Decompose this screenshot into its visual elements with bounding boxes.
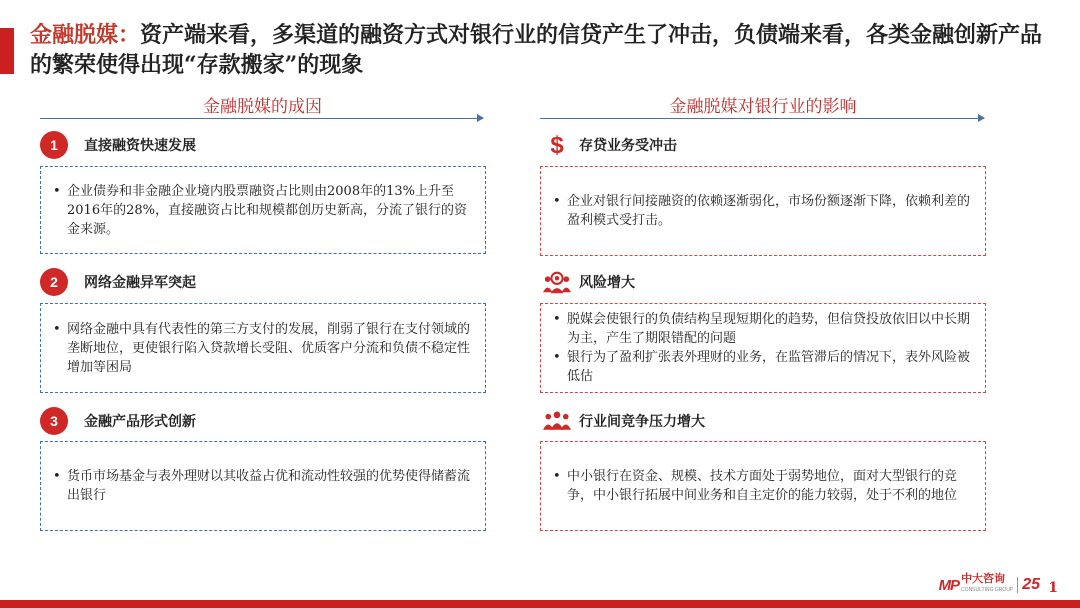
number-badge-1: 1 bbox=[40, 131, 68, 159]
left-arrow bbox=[40, 118, 483, 119]
right-item-3-title: 行业间竞争压力增大 bbox=[579, 414, 705, 430]
left-item-2-box bbox=[40, 303, 486, 393]
right-item-2-bullet-1: • 脱媒会使银行的负债结构呈现短期化的趋势，但信贷投放依旧以中长期为主，产生了期限错配的问题 bbox=[567, 310, 973, 348]
title-accent-bar bbox=[0, 28, 14, 74]
svg-text:$: $ bbox=[550, 132, 564, 158]
right-item-3-bullet-1: • 中小银行在资金、规模、技术方面处于弱势地位，面对大型银行的竞争，中小银行拓展中间业务和自主定价的能力较弱，处于不利的地位 bbox=[567, 467, 973, 505]
logo-name-text: 中大咨询 bbox=[961, 573, 1006, 585]
bottom-accent-bar bbox=[0, 600, 1080, 608]
logo-sub: CONSULTING GROUP bbox=[961, 587, 1014, 593]
logo-name bbox=[961, 574, 1013, 596]
right-item-2-box bbox=[540, 303, 986, 393]
left-item-3-bullet-1: • 货币市场基金与表外理财以其收益占优和流动性较强的优势使得储蓄流出银行 bbox=[67, 467, 473, 505]
left-item-2-title: 网络金融异军突起 bbox=[84, 275, 196, 291]
left-heading: 金融脱媒的成因 bbox=[203, 97, 322, 117]
right-item-2-title: 风险增大 bbox=[579, 275, 635, 291]
dollar-icon bbox=[543, 131, 571, 159]
number-badge-3: 3 bbox=[40, 407, 68, 435]
right-item-1-box bbox=[540, 166, 986, 256]
page-title bbox=[30, 20, 1060, 80]
title-highlight: 金融脱媒： bbox=[30, 22, 141, 48]
right-arrow bbox=[540, 118, 984, 119]
left-item-3-head bbox=[40, 407, 196, 435]
left-item-3-title: 金融产品形式创新 bbox=[84, 414, 196, 430]
left-item-3-box bbox=[40, 441, 486, 531]
logo-separator bbox=[1017, 577, 1018, 593]
number-badge-2: 2 bbox=[40, 268, 68, 296]
left-item-2-head bbox=[40, 268, 196, 296]
right-item-1-title: 存贷业务受冲击 bbox=[579, 138, 677, 154]
left-item-1-head bbox=[40, 131, 196, 159]
anniversary-badge: 25 bbox=[1022, 576, 1040, 593]
right-item-3-box bbox=[540, 441, 986, 531]
group-icon bbox=[543, 407, 571, 435]
page-number: 1 bbox=[1048, 580, 1058, 596]
right-item-1-bullet-1: • 企业对银行间接融资的依赖逐渐弱化，市场份额逐渐下降，依赖利差的盈利模式受打击。 bbox=[567, 192, 973, 230]
left-item-1-bullet-1: • 企业债券和非金融企业境内股票融资占比则由2008年的13%上升至2016年的28%，直接融资占比和规模都创历史新高，分流了银行的资金来源。 bbox=[67, 182, 473, 239]
risk-people-icon bbox=[543, 268, 571, 296]
left-item-1-box bbox=[40, 166, 486, 254]
left-item-1-title: 直接融资快速发展 bbox=[84, 138, 196, 154]
company-logo bbox=[939, 574, 1040, 596]
right-heading: 金融脱媒对银行业的影响 bbox=[669, 97, 857, 117]
logo-mark: MP bbox=[938, 576, 960, 594]
right-item-2-head bbox=[543, 268, 635, 296]
right-item-2-bullet-2: • 银行为了盈利扩张表外理财的业务，在监管滞后的情况下，表外风险被低估 bbox=[567, 348, 973, 386]
left-item-2-bullet-1: • 网络金融中具有代表性的第三方支付的发展，削弱了银行在支付领域的垄断地位，更使银行陷入贷款增长受阻、优质客户分流和负债不稳定性增加等困局 bbox=[67, 320, 473, 377]
right-item-1-head bbox=[543, 131, 677, 159]
right-item-3-head bbox=[543, 407, 705, 435]
title-text: 资产端来看，多渠道的融资方式对银行业的信贷产生了冲击，负债端来看，各类金融创新产品的繁荣使得出现“存款搬家”的现象 bbox=[30, 22, 1043, 78]
